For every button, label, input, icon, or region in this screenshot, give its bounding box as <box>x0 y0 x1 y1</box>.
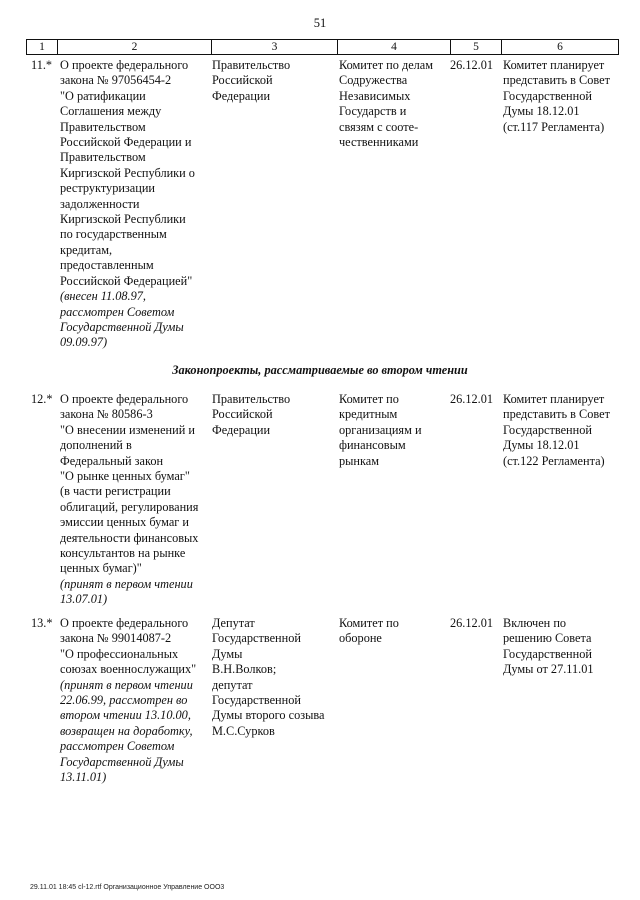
review-date: 26.12.01 <box>450 616 494 630</box>
bill-status: Включен по решению Совета Государственной Думы от 27.11.01 <box>503 616 594 677</box>
bill-title: О проекте федерального закона № 99014087-2 "О профессиональных союзах военнослужащих" (принят в первом чтении 22.06.99, рассмотрен во втором чтении 13.10.00, возвращен на доработку, рассмотрен Советом Государственной Думы 13.11.01) <box>60 616 210 785</box>
row-number: 13.* <box>31 616 53 630</box>
row-number: 11.* <box>31 58 53 72</box>
column-header-1: 1 <box>39 41 45 53</box>
column-header-6: 6 <box>557 41 563 53</box>
column-header-2: 2 <box>131 41 138 53</box>
column-header-4: 4 <box>391 41 397 53</box>
bill-note: (внесен 11.08.97, рассмотрен Советом Государственной Думы 09.09.97) <box>60 289 184 350</box>
bill-author: Правительство Российской Федерации <box>212 58 291 103</box>
column-header-3: 3 <box>271 41 278 53</box>
column-header-5: 5 <box>473 41 479 53</box>
column-header-row <box>26 39 619 55</box>
responsible-committee: Комитет по делам Содружества Независимых Государств и связям с сооте- чественниками <box>339 58 434 150</box>
bill-status: Комитет планирует представить в Совет Государственной Думы 18.12.01 (ст.122 Регламента) <box>503 392 610 468</box>
responsible-committee: Комитет по обороне <box>339 616 399 646</box>
bill-author: Правительство Российской Федерации <box>212 392 291 437</box>
page-footer: 29.11.01 18:45 cl-12.rtf Организационное Управление ООО3 <box>30 884 225 891</box>
page-number: 51 <box>313 16 327 30</box>
bill-author: Депутат Государственной Думы В.Н.Волков; депутат Государственной Думы второго созыва М.С.Сурков <box>212 616 325 738</box>
review-date: 26.12.01 <box>450 58 494 72</box>
bill-title: О проекте федерального закона № 80586-3 "О внесении изменений и дополнений в Федеральный закон "О рынке ценных бумаг" (в части регистрации облигаций, регулирования эмиссии ценных бумаг и деятельности финансовых консультантов на рынке ценных бумаг)" (принят в первом чтении 13.07.01) <box>60 392 210 608</box>
review-date: 26.12.01 <box>450 392 494 406</box>
section-heading: Законопроекты, рассматриваемые во втором чтении <box>172 363 468 377</box>
responsible-committee: Комитет по кредитным организациям и финансовым рынкам <box>339 392 422 468</box>
bill-note: (принят в первом чтении 22.06.99, рассмотрен во втором чтении 13.10.00, возвращен на доработку, рассмотрен Советом Государственной Думы 13.11.01) <box>60 677 193 785</box>
bill-note: (принят в первом чтении 13.07.01) <box>60 576 193 607</box>
bill-status: Комитет планирует представить в Совет Государственной Думы 18.12.01 (ст.117 Регламента) <box>503 58 610 134</box>
bill-title: О проекте федерального закона № 97056454-2 "О ратификации Соглашения между Правительством Российской Федерации и Правительством Киргизской Республики о реструктуризации задолженности Киргизской Республики по государственным кредитам, предоставленным Российской Федерацией" (внесен 11.08.97, рассмотрен Советом Государственной Думы 09.09.97) <box>60 58 210 351</box>
row-number: 12.* <box>31 392 53 406</box>
